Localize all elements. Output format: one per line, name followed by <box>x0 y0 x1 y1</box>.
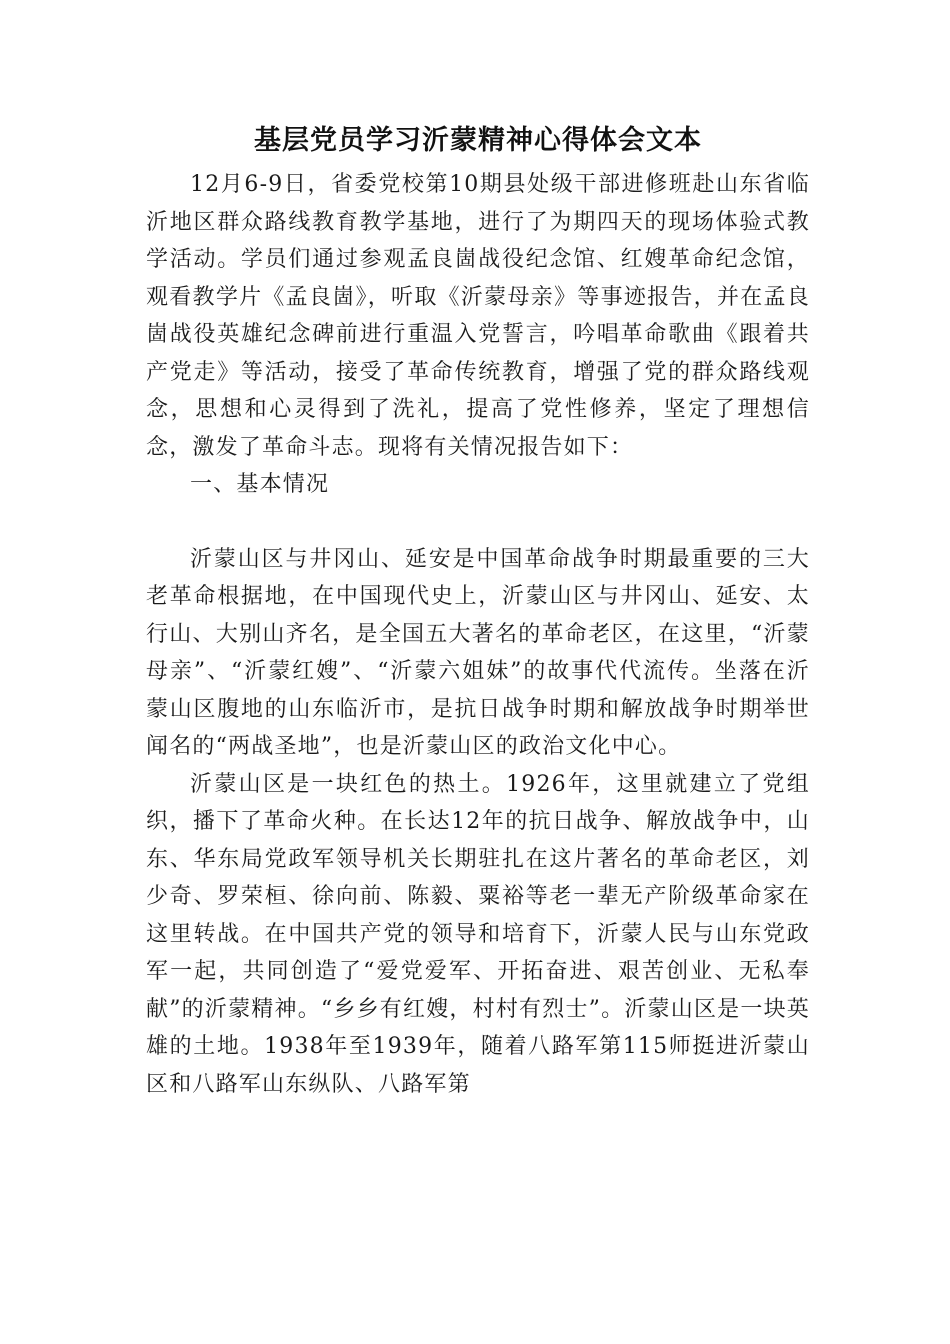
document-title: 基层党员学习沂蒙精神心得体会文本 <box>254 125 702 156</box>
document-body <box>146 118 810 1103</box>
body-paragraph: 沂蒙山区与井冈山、延安是中国革命战争时期最重要的三大老革命根据地，在中国现代史上，沂蒙山区与井冈山、延安、太行山、大别山齐名，是全国五大著名的革命老区，在这里，“沂蒙母亲”、“沂蒙红嫂”、“沂蒙六姐妹”的故事代代流传。坐落在沂蒙山区腹地的山东临沂市，是抗日战争时期和解放战争时期举世闻名的“两战圣地”，也是沂蒙山区的政治文化中心。 <box>146 546 810 759</box>
body-paragraph: 沂蒙山区是一块红色的热土。1926年，这里就建立了党组织，播下了革命火种。在长达12年的抗日战争、解放战争中，山东、华东局党政军领导机关长期驻扎在这片著名的革命老区，刘少奇、罗荣桓、徐向前、陈毅、粟裕等老一辈无产阶级革命家在这里转战。在中国共产党的领导和培育下，沂蒙人民与山东党政军一起，共同创造了“爱党爱军、开拓奋进、艰苦创业、无私奉献”的沂蒙精神。“乡乡有红嫂，村村有烈士”。沂蒙山区是一块英雄的土地。1938年至1939年，随着八路军第115师挺进沂蒙山区和八路军山东纵队、八路军第 <box>146 771 810 1097</box>
blank-line <box>146 504 810 541</box>
intro-paragraph: 12月6-9日，省委党校第10期县处级干部进修班赴山东省临沂地区群众路线教育教学基地，进行了为期四天的现场体验式教学活动。学员们通过参观孟良崮战役纪念馆、红嫂革命纪念馆，观看教学片《孟良崮》，听取《沂蒙母亲》等事迹报告，并在孟良崮战役英雄纪念碑前进行重温入党誓言，吟唱革命歌曲《跟着共产党走》等活动，接受了革命传统教育，增强了党的群众路线观念，思想和心灵得到了洗礼，提高了党性修养，坚定了理想信念，激发了革命斗志。现将有关情况报告如下： <box>146 172 810 460</box>
section-heading: 一、基本情况 <box>190 472 330 497</box>
